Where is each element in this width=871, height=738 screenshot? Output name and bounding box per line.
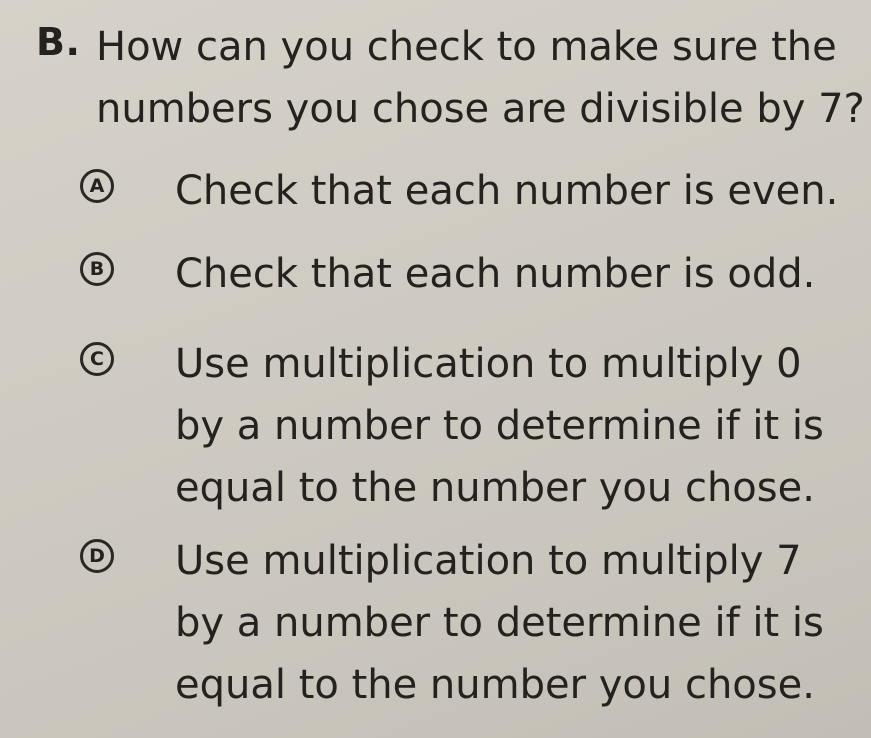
choice-b-bubble[interactable]: B	[80, 252, 114, 286]
choice-a-bubble[interactable]: A	[80, 169, 114, 203]
choice-d-bubble[interactable]: D	[80, 539, 114, 573]
choice-c-text: Use multiplication to multiply 0 by a number to determine if it is equal to the number you chose.	[175, 341, 824, 511]
choice-d-text: Use multiplication to multiply 7 by a number to determine if it is equal to the number you chose.	[175, 538, 824, 708]
choice-a-text: Check that each number is even.	[175, 168, 839, 214]
question-text: How can you check to make sure the numbers you chose are divisible by 7?	[96, 24, 865, 132]
question-label: B.	[36, 20, 81, 64]
choice-c-bubble[interactable]: C	[80, 342, 114, 376]
choice-b-text: Check that each number is odd.	[175, 251, 816, 297]
